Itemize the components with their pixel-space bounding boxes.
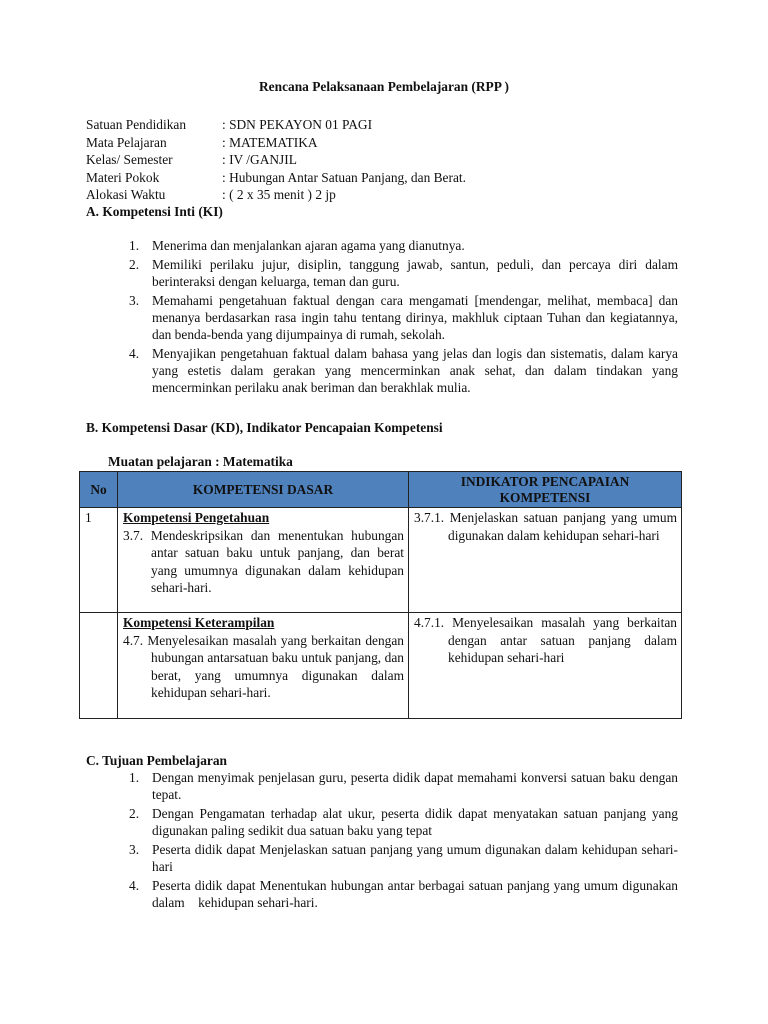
identity-block [86,116,466,204]
table-header-row [80,472,682,508]
list-item [127,237,678,254]
list-item-text: Menyajikan pengetahuan faktual dalam bahasa yang jelas dan logis dan sistematis, dalam karya yang estetis dalam gerakan yang mencerminkan anak sehat, dan dalam tindakan yang mencerminkan perilaku anak beriman dan berakhlak mulia. [152,346,678,395]
list-item [127,877,682,911]
header-no: No [80,472,118,508]
list-item-number: 1. [129,238,140,253]
list-item [127,292,678,343]
identity-label: Materi Pokok [86,169,160,185]
identity-label: Kelas/ Semester [86,152,173,168]
identity-row [86,134,466,152]
identity-value: : IV /GANJIL [222,152,297,168]
ipk-text: 3.7.1. Menjelaskan satuan panjang yang umum digunakan dalam kehidupan sehari-hari [414,510,677,543]
row-number: 1 [85,510,92,525]
document-title: Rencana Pelaksanaan Pembelajaran (RPP ) [259,79,509,94]
table-row [80,613,682,719]
identity-row [86,186,466,204]
list-item [127,345,678,396]
kd-cell [118,508,409,613]
ipk-cell [409,508,682,613]
list-item-text: Menerima dan menjalankan ajaran agama yang dianutnya. [152,238,465,253]
list-item-text: Memahami pengetahuan faktual dengan cara mengamati [mendengar, melihat, membaca] dan menanya berdasarkan rasa ingin tahu tentang dirinya, makhluk ciptaan Tuhan dan kegiatannya, dan benda-benda yang dijumpainya di rumah, sekolah. [152,293,678,342]
kd-title: Kompetensi Pengetahuan [123,510,270,525]
list-item-number: 3. [129,293,140,308]
header-indikator-label: INDIKATOR PENCAPAIAN KOMPETENSI [460,473,630,505]
kompetensi-table [79,471,682,719]
list-item-text: Dengan menyimak penjelasan guru, peserta didik dapat memahami konversi satuan baku dengan tepat. [152,770,678,802]
muatan-pelajaran: Muatan pelajaran : Matematika [108,454,293,469]
list-item-text: Memiliki perilaku jujur, disiplin, tanggung jawab, santun, peduli, dan percaya diri dalam berinteraksi dengan keluarga, teman dan guru. [152,257,678,289]
list-item [127,256,678,290]
identity-label: Mata Pelajaran [86,134,167,150]
kd-text: 3.7. Mendeskripsikan dan menentukan hubungan antar satuan baku untuk panjang, dan berat yang umumnya digunakan dalam kehidupan sehari-hari. [123,527,404,596]
list-item-number: 3. [129,842,140,857]
list-item-number: 4. [129,878,140,893]
list-item [127,805,678,839]
kd-text: 4.7. Menyelesaikan masalah yang berkaitan dengan hubungan antarsatuan baku untuk panjang, dan berat, yang umumnya digunakan dalam kehidupan sehari-hari. [123,632,404,701]
section-a-heading: A. Kompetensi Inti (KI) [86,204,223,219]
kompetensi-inti-list [127,237,678,398]
row-number-cell [80,613,118,719]
list-item [127,769,678,803]
section-c-heading: C. Tujuan Pembelajaran [86,753,227,768]
list-item [127,841,678,875]
identity-row [86,169,466,187]
list-item-text: Peserta didik dapat Menentukan hubungan antar berbagai satuan panjang yang umum digunakan dalam kehidupan sehari-hari. [152,878,682,910]
identity-value: : ( 2 x 35 menit ) 2 jp [222,187,336,203]
row-number-cell [80,508,118,613]
section-b-heading: B. Kompetensi Dasar (KD), Indikator Pencapaian Kompetensi [86,420,443,435]
kd-cell [118,613,409,719]
list-item-number: 4. [129,346,140,361]
row-number [80,613,117,614]
list-item-number: 2. [129,257,140,272]
list-item-number: 2. [129,806,140,821]
list-item-number: 1. [129,770,140,785]
header-kompetensi-dasar: KOMPETENSI DASAR [118,472,409,508]
tujuan-list [127,769,682,913]
header-indikator [409,472,682,508]
identity-value: : SDN PEKAYON 01 PAGI [222,117,373,132]
list-item-text: Dengan Pengamatan terhadap alat ukur, peserta didik dapat menyatakan satuan panjang yang digunakan paling sedikit dua satuan baku yang tepat [152,806,678,838]
identity-row [86,151,466,169]
table-row [80,508,682,613]
ipk-text: 4.7.1. Menyelesaikan masalah yang berkaitan dengan antar satuan panjang dalam kehidupan sehari-hari [414,615,677,666]
ipk-cell [409,613,682,719]
identity-row [86,116,466,134]
identity-value: : Hubungan Antar Satuan Panjang, dan Berat. [222,169,466,185]
identity-label: Satuan Pendidikan [86,117,187,132]
identity-value: : MATEMATIKA [222,134,318,150]
list-item-text: Peserta didik dapat Menjelaskan satuan panjang yang umum digunakan dalam kehidupan sehari-hari [152,842,678,874]
identity-label: Alokasi Waktu [86,187,166,203]
kd-title: Kompetensi Keterampilan [123,615,275,630]
